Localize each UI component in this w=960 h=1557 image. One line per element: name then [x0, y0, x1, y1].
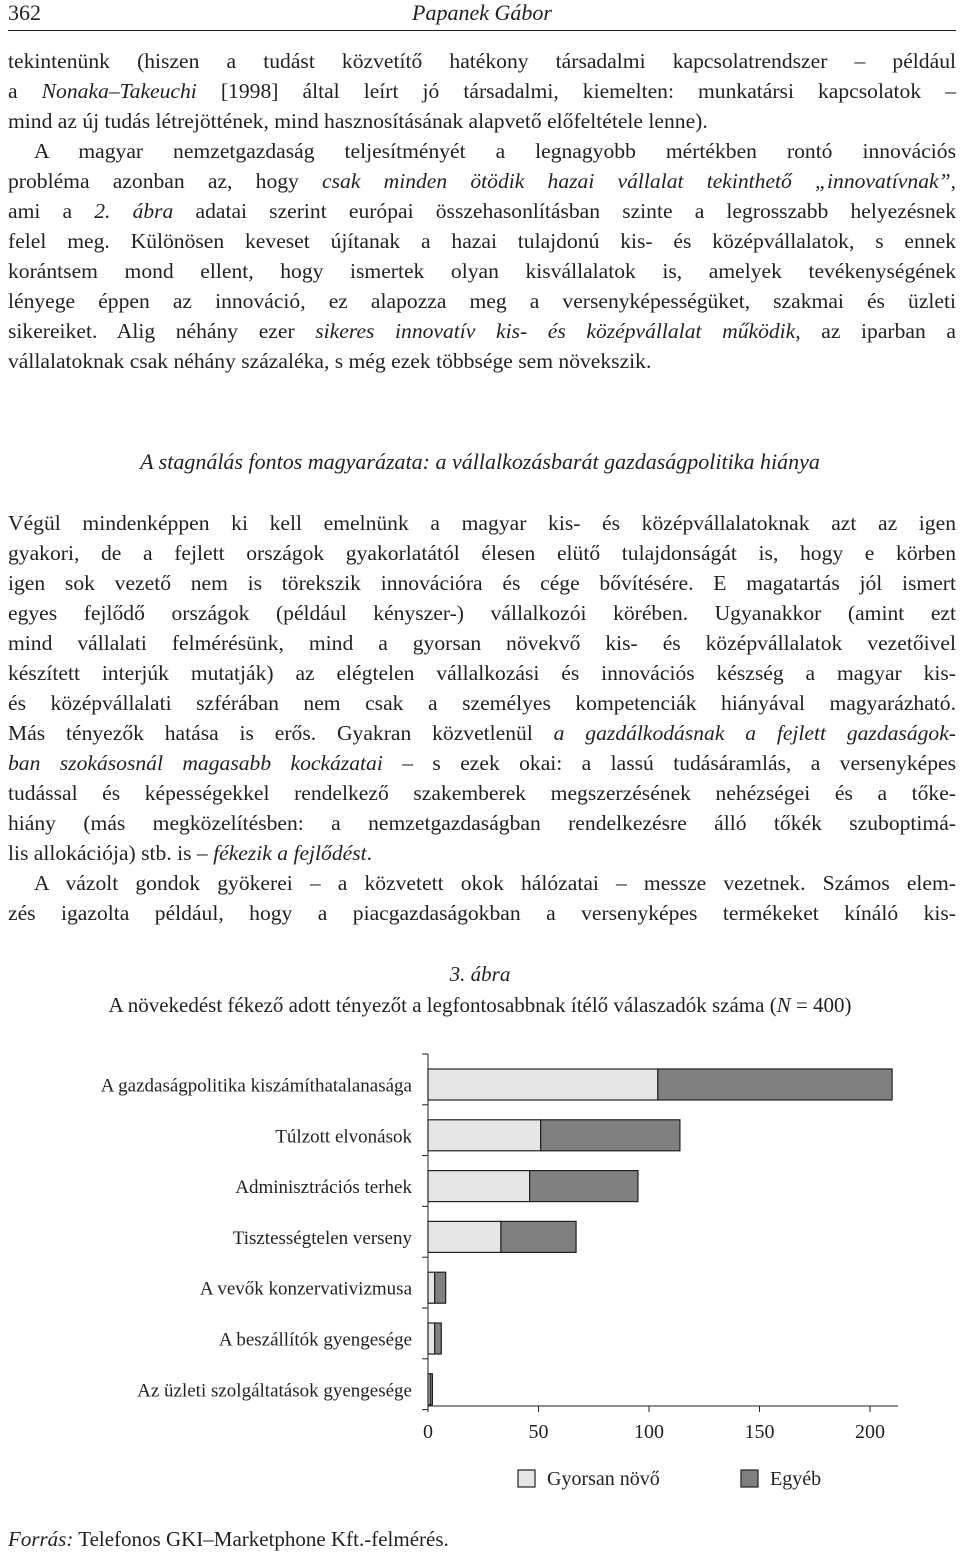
section-title: A stagnálás fontos magyarázata: a vállalkozásbarát gazdaságpolitika hiánya: [140, 449, 820, 474]
text-run: lényege éppen az innováció, ez alapozza meg a versenyképességüket, szakmai és üzleti: [8, 289, 956, 313]
text-run: felel meg. Különösen keveset újítanak a hazai tulajdonú kis- és középvállalatok, s ennek: [8, 229, 956, 253]
figure-source: [8, 1527, 449, 1552]
text-run: Végül mindenképpen ki kell emelnünk a magyar kis- és középvállalatoknak azt az igen: [8, 511, 956, 535]
x-tick-label: 0: [423, 1421, 433, 1443]
bar-egyeb: [430, 1374, 432, 1405]
text-run: korántsem mond ellent, hogy ismertek olyan kisvállalatok is, amelyek tevékenységének: [8, 259, 956, 283]
legend-swatch: [741, 1470, 758, 1487]
paragraph-2: [8, 508, 956, 928]
bar-egyeb: [541, 1120, 680, 1151]
italic-run: csak minden ötödik hazai vállalat tekinthető „innovatívnak”: [322, 169, 951, 193]
text-run: ,: [950, 169, 956, 193]
text-line: [8, 808, 956, 838]
text-run: készített interjúk mutatják) az elégtelen vállalkozási és innovációs készség a magyar kis-: [8, 661, 956, 685]
category-label: Az üzleti szolgáltatások gyengesége: [137, 1380, 412, 1402]
text-line: [8, 718, 956, 748]
text-run: A magyar nemzetgazdaság teljesítményét a legnagyobb mértékben rontó innovációs: [34, 139, 956, 163]
x-tick-label: 50: [528, 1421, 549, 1443]
bar-gyorsan-novo: [428, 1221, 501, 1252]
text-line: [8, 868, 956, 898]
text-run: mind vállalati felmérésünk, mind a gyorsan növekvő kis- és középvállalatok vezetőivel: [8, 631, 956, 655]
legend-label: Gyorsan növő: [547, 1468, 660, 1490]
text-run: adatai szerint európai összehasonlításban szinte a legrosszabb helyezésnek: [173, 199, 956, 223]
category-label: Túlzott elvonások: [275, 1126, 412, 1148]
text-run: zés igazolta például, hogy a piacgazdaságokban a versenyképes termékeket kínáló kis-: [8, 901, 956, 925]
text-run: a: [8, 79, 42, 103]
x-tick-label: 200: [855, 1421, 885, 1443]
category-label: Tisztességtelen verseny: [232, 1227, 412, 1249]
text-line: [8, 136, 956, 166]
italic-run: ban szokásosnál magasabb kockázatai: [8, 751, 383, 775]
page-number: 362: [8, 0, 41, 25]
text-line: [8, 166, 956, 196]
text-run: .: [366, 841, 373, 865]
text-run: tudással és képességekkel rendelkező szakemberek megszerzésének nehézségei és a tőke-: [8, 781, 956, 805]
text-line: [8, 508, 956, 538]
text-line: [8, 838, 956, 868]
text-run: Más tényezők hatása is erős. Gyakran közvetlenül: [8, 721, 554, 745]
text-run: gyakori, de a fejlett országok gyakorlatától élesen elütő tulajdonságát is, hogy e körben: [8, 541, 956, 565]
text-run: probléma azonban az, hogy: [8, 169, 323, 193]
text-run: és középvállalati szférában nem csak a személyes kompetenciák hiányával magyarázható.: [8, 691, 956, 715]
text-line: [8, 658, 956, 688]
text-line: [8, 568, 956, 598]
text-line: [8, 598, 956, 628]
category-label: A gazdaságpolitika kiszámíthatalanasága: [100, 1075, 412, 1097]
running-head-author: Papanek Gábor: [412, 0, 552, 25]
italic-run: Nonaka–Takeuchi: [41, 79, 197, 103]
text-run: sikereiket. Alig néhány ezer: [8, 319, 316, 343]
bar-egyeb: [435, 1272, 446, 1303]
bar-gyorsan-novo: [428, 1323, 435, 1354]
category-label: A beszállítók gyengesége: [218, 1329, 412, 1351]
text-line: [8, 316, 956, 346]
bar-gyorsan-novo: [428, 1120, 541, 1151]
text-line: [8, 688, 956, 718]
text-run: vállalatoknak csak néhány százaléka, s még ezek többsége sem növekszik.: [8, 349, 652, 373]
bar-egyeb: [435, 1323, 442, 1354]
bar-gyorsan-novo: [428, 1171, 530, 1202]
text-line: [8, 46, 956, 76]
text-line: [8, 898, 956, 928]
text-run: hiány (más megközelítésben: a nemzetgazdaságban rendelkezésre álló tőkék szuboptimá-: [8, 811, 956, 835]
italic-run: sikeres innovatív kis- és középvállalat működik,: [315, 319, 801, 343]
text-line: [8, 286, 956, 316]
text-run: lis allokációja) stb. is –: [8, 841, 214, 865]
text-line: [8, 226, 956, 256]
category-label: A vevők konzervativizmusa: [199, 1278, 412, 1300]
figure-title-start: A növekedést fékező adott tényezőt a legfontosabbnak ítélő válaszadók száma (: [108, 993, 777, 1017]
category-label: Adminisztrációs terhek: [235, 1177, 412, 1199]
bar-gyorsan-novo: [428, 1272, 435, 1303]
italic-run: fékezik a fejlődést: [213, 841, 367, 865]
source-label: Forrás:: [8, 1527, 74, 1551]
text-run: mind az új tudás létrejöttének, mind hasznosításának alapvető előfeltétele lenne).: [8, 109, 708, 133]
x-tick-label: 100: [634, 1421, 664, 1443]
x-tick-label: 150: [744, 1421, 775, 1443]
figure-title-end: = 400): [790, 993, 852, 1017]
bar-egyeb: [501, 1221, 576, 1252]
text-line: [8, 196, 956, 226]
legend-swatch: [518, 1470, 535, 1487]
source-text: Telefonos GKI–Marketphone Kft.-felmérés.: [73, 1527, 449, 1551]
figure-title-variable: N: [776, 993, 791, 1017]
text-run: [1998] által leírt jó társadalmi, kiemelten: munkatársi kapcsolatok –: [196, 79, 957, 103]
italic-run: a gazdálkodásnak a fejlett gazdaságok-: [553, 721, 956, 745]
text-run: – s ezek okai: a lassú tudásáramlás, a versenyképes: [382, 751, 957, 775]
text-line: [8, 256, 956, 286]
text-run: igen sok vezető nem is törekszik innovációra és cége bővítésére. E magatartás jól ismert: [8, 571, 956, 595]
legend-label: Egyéb: [770, 1468, 822, 1490]
figure-number: 3. ábra: [449, 962, 511, 986]
bar-egyeb: [658, 1069, 892, 1100]
text-line: [8, 538, 956, 568]
text-line: [8, 628, 956, 658]
figure-title: [0, 993, 960, 1018]
page-header: [8, 0, 956, 31]
text-line: [8, 778, 956, 808]
text-run: egyes fejlődő országok (például kényszer-) vállalkozói körében. Ugyanakkor (amint ezt: [8, 601, 956, 625]
text-run: tekintenünk (hiszen a tudást közvetítő hatékony társadalmi kapcsolatrendszer – például: [8, 49, 956, 73]
italic-run: 2. ábra: [94, 199, 174, 223]
bar-gyorsan-novo: [428, 1069, 658, 1100]
paragraph-1: [8, 46, 956, 376]
text-line: [8, 106, 956, 136]
text-line: [8, 748, 956, 778]
text-run: az iparban a: [800, 319, 956, 343]
bar-chart: [0, 1040, 960, 1520]
text-line: [8, 76, 956, 106]
bar-egyeb: [530, 1171, 638, 1202]
text-line: [8, 346, 956, 376]
text-run: ami a: [8, 199, 95, 223]
text-run: A vázolt gondok gyökerei – a közvetett okok hálózatai – messze vezetnek. Számos elem-: [34, 871, 956, 895]
